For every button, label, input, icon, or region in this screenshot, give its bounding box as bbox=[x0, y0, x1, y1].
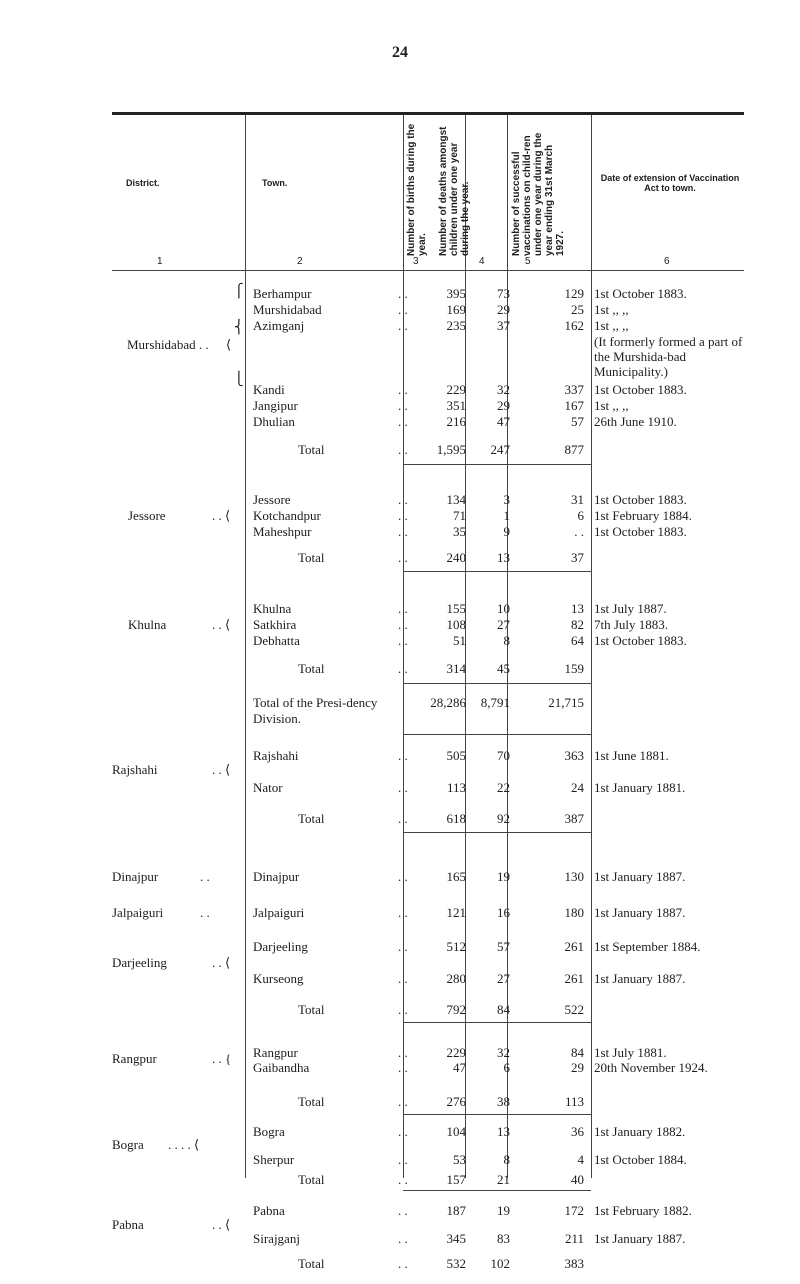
births-cell: 121 bbox=[446, 905, 466, 920]
leader-dots: . . bbox=[398, 1256, 408, 1271]
deaths-cell: 70 bbox=[497, 748, 510, 763]
births-cell: 47 bbox=[453, 1060, 466, 1075]
births-cell: 165 bbox=[446, 869, 466, 884]
leader-dots: . . bbox=[398, 811, 408, 826]
district-cell: Rajshahi bbox=[112, 762, 158, 777]
deaths-cell: 16 bbox=[497, 905, 510, 920]
vaccinations-cell: 180 bbox=[564, 905, 584, 920]
date-cell: 26th June 1910. bbox=[594, 414, 677, 429]
leader-dots: . . bbox=[398, 1172, 408, 1187]
leader-dots: . . ⟨ bbox=[212, 617, 231, 632]
vaccinations-cell: 57 bbox=[571, 414, 584, 429]
district-cell: Bogra bbox=[112, 1137, 144, 1152]
district-cell: Jessore bbox=[128, 508, 166, 523]
leader-dots: . . bbox=[398, 524, 408, 539]
vaccinations-cell: 337 bbox=[564, 382, 584, 397]
total-row bbox=[0, 1094, 800, 1110]
deaths-cell: 22 bbox=[497, 780, 510, 795]
leader-dots: . . . . ⟨ bbox=[168, 1137, 200, 1152]
header-deaths: Number of deaths amongst children under one year during the year. bbox=[438, 126, 471, 256]
deaths-cell: 247 bbox=[490, 442, 510, 457]
date-cell: 1st October 1883. bbox=[594, 524, 687, 539]
date-cell: 1st July 1881. bbox=[594, 1045, 667, 1060]
date-cell: 1st October 1884. bbox=[594, 1152, 687, 1167]
deaths-cell: 38 bbox=[497, 1094, 510, 1109]
total-label: Total bbox=[298, 1094, 325, 1109]
leader-dots: . . ⟨ bbox=[212, 1217, 231, 1232]
town-cell: Dhulian bbox=[253, 414, 295, 429]
town-cell: Sherpur bbox=[253, 1152, 295, 1167]
births-cell: 28,286 bbox=[430, 695, 466, 710]
table-row bbox=[0, 286, 800, 302]
table-row bbox=[0, 1231, 800, 1247]
births-cell: 280 bbox=[446, 971, 466, 986]
births-cell: 71 bbox=[453, 508, 466, 523]
leader-dots: . . bbox=[200, 905, 210, 920]
table-row bbox=[0, 318, 800, 334]
table-row bbox=[0, 1045, 800, 1066]
leader-dots: . . { bbox=[212, 1051, 232, 1066]
district-cell: Khulna bbox=[128, 617, 167, 632]
table-top-rule bbox=[112, 112, 744, 115]
page-number: 24 bbox=[392, 44, 408, 61]
leader-dots: . . bbox=[398, 1045, 408, 1060]
leader-dots: . . bbox=[398, 1094, 408, 1109]
brace-point: ⟨ bbox=[226, 337, 232, 352]
group-rule bbox=[403, 571, 591, 572]
town-cell: Azimganj bbox=[253, 318, 305, 333]
table-row bbox=[0, 1060, 800, 1076]
births-cell: 35 bbox=[453, 524, 466, 539]
table-row bbox=[0, 617, 800, 633]
deaths-cell: 19 bbox=[497, 869, 510, 884]
town-cell: Khulna bbox=[253, 601, 292, 616]
deaths-cell: 27 bbox=[497, 971, 510, 986]
deaths-cell: 27 bbox=[497, 617, 510, 632]
births-cell: 53 bbox=[453, 1152, 466, 1167]
births-cell: 235 bbox=[446, 318, 466, 333]
leader-dots: . . bbox=[398, 1060, 408, 1075]
births-cell: 157 bbox=[446, 1172, 466, 1187]
births-cell: 229 bbox=[446, 1045, 466, 1060]
col-number-6: 6 bbox=[664, 256, 670, 267]
table-row bbox=[0, 414, 800, 430]
date-cell: 1st October 1883. bbox=[594, 286, 687, 301]
vaccinations-cell: 6 bbox=[577, 508, 584, 523]
leader-dots: . . bbox=[398, 939, 408, 954]
total-label: Total bbox=[298, 1256, 325, 1271]
vaccinations-cell: 129 bbox=[564, 286, 584, 301]
date-cell: 1st January 1887. bbox=[594, 971, 686, 986]
vaccinations-cell: 383 bbox=[564, 1256, 584, 1271]
leader-dots: . . bbox=[200, 869, 210, 884]
births-cell: 512 bbox=[446, 939, 466, 954]
deaths-cell: 8 bbox=[503, 633, 510, 648]
leader-dots: . . bbox=[398, 1203, 408, 1218]
total-label: Total bbox=[298, 550, 325, 565]
date-cell: 1st January 1887. bbox=[594, 869, 686, 884]
leader-dots: . . bbox=[398, 869, 408, 884]
group-brace: ⎧ bbox=[234, 283, 244, 298]
group-brace: ⎨ bbox=[234, 319, 244, 334]
total-row bbox=[0, 1002, 800, 1018]
deaths-cell: 73 bbox=[497, 286, 510, 301]
deaths-cell: 92 bbox=[497, 811, 510, 826]
vaccinations-cell: 64 bbox=[571, 633, 584, 648]
table-row bbox=[0, 1137, 800, 1153]
town-cell: Kandi bbox=[253, 382, 285, 397]
leader-dots: . . bbox=[398, 1124, 408, 1139]
deaths-cell: 102 bbox=[490, 1256, 510, 1271]
vaccinations-cell: 29 bbox=[571, 1060, 584, 1075]
date-cell: 1st October 1883. bbox=[594, 633, 687, 648]
births-cell: 1,595 bbox=[436, 442, 466, 457]
deaths-cell: 32 bbox=[497, 382, 510, 397]
col-number-5: 5 bbox=[525, 256, 531, 267]
date-cell: 1st ,, ,, bbox=[594, 318, 629, 333]
births-cell: 505 bbox=[446, 748, 466, 763]
leader-dots: . . bbox=[398, 508, 408, 523]
date-cell: 1st January 1882. bbox=[594, 1124, 686, 1139]
date-cell: 1st ,, ,, bbox=[594, 302, 629, 317]
deaths-cell: 1 bbox=[503, 508, 510, 523]
date-cell: 1st September 1884. bbox=[594, 939, 701, 954]
town-cell: Berhampur bbox=[253, 286, 312, 301]
col-number-1: 1 bbox=[157, 256, 163, 267]
births-cell: 169 bbox=[446, 302, 466, 317]
town-cell: Murshidabad bbox=[253, 302, 322, 317]
births-cell: 113 bbox=[446, 780, 466, 795]
total-row bbox=[0, 695, 800, 711]
leader-dots: . . bbox=[398, 1002, 408, 1017]
births-cell: 618 bbox=[446, 811, 466, 826]
district-cell: Murshidabad . . bbox=[127, 337, 209, 352]
vaccinations-cell: 36 bbox=[571, 1124, 584, 1139]
town-cell: Maheshpur bbox=[253, 524, 312, 539]
group-rule bbox=[403, 1190, 591, 1191]
table-row bbox=[0, 382, 800, 398]
town-cell: Rajshahi bbox=[253, 748, 299, 763]
district-cell: Darjeeling bbox=[112, 955, 167, 970]
date-cell: 1st January 1881. bbox=[594, 780, 686, 795]
vaccinations-cell: 84 bbox=[571, 1045, 584, 1060]
date-cell: 7th July 1883. bbox=[594, 617, 669, 632]
leader-dots: . . ⟨ bbox=[212, 508, 231, 523]
total-row bbox=[0, 550, 800, 566]
deaths-cell: 37 bbox=[497, 318, 510, 333]
date-cell: 20th November 1924. bbox=[594, 1060, 708, 1075]
births-cell: 104 bbox=[446, 1124, 466, 1139]
deaths-cell: 83 bbox=[497, 1231, 510, 1246]
town-cell: Kotchandpur bbox=[253, 508, 321, 523]
vaccinations-cell: 172 bbox=[564, 1203, 584, 1218]
leader-dots: . . bbox=[398, 1152, 408, 1167]
town-cell: Darjeeling bbox=[253, 939, 308, 954]
deaths-cell: 32 bbox=[497, 1045, 510, 1060]
births-cell: 216 bbox=[446, 414, 466, 429]
births-cell: 134 bbox=[446, 492, 466, 507]
date-cell: 1st July 1887. bbox=[594, 601, 667, 616]
leader-dots: . . bbox=[398, 382, 408, 397]
header-town: Town. bbox=[262, 178, 288, 188]
total-row bbox=[0, 1172, 800, 1188]
leader-dots: . . bbox=[398, 492, 408, 507]
leader-dots: . . bbox=[398, 318, 408, 333]
table-row bbox=[0, 955, 800, 971]
deaths-cell: 21 bbox=[497, 1172, 510, 1187]
header-extension: Date of extension of Vaccination Act to town. bbox=[600, 173, 740, 193]
births-cell: 51 bbox=[453, 633, 466, 648]
district-cell: Dinajpur bbox=[112, 869, 159, 884]
births-cell: 345 bbox=[446, 1231, 466, 1246]
vaccinations-cell: 159 bbox=[564, 661, 584, 676]
town-cell: Rangpur bbox=[253, 1045, 298, 1060]
total-label: Total bbox=[298, 811, 325, 826]
leader-dots: . . bbox=[398, 661, 408, 676]
deaths-cell: 45 bbox=[497, 661, 510, 676]
leader-dots: . . bbox=[398, 442, 408, 457]
births-cell: 314 bbox=[446, 661, 466, 676]
leader-dots: . . bbox=[398, 1231, 408, 1246]
vaccinations-cell: 877 bbox=[564, 442, 584, 457]
table-row bbox=[0, 971, 800, 987]
deaths-cell: 8 bbox=[503, 1152, 510, 1167]
header-vaccinations: Number of successful vaccinations on child-ren under one year during the year ending 31st March 1927. bbox=[511, 132, 566, 256]
births-cell: 155 bbox=[446, 601, 466, 616]
division-total-label: Total of the Presi-dency Division. bbox=[253, 695, 378, 726]
table-row bbox=[0, 869, 800, 885]
births-cell: 532 bbox=[446, 1256, 466, 1271]
vaccinations-cell: 25 bbox=[571, 302, 584, 317]
district-cell: Jalpaiguri bbox=[112, 905, 164, 920]
births-cell: 792 bbox=[446, 1002, 466, 1017]
deaths-cell: 57 bbox=[497, 939, 510, 954]
deaths-cell: 9 bbox=[503, 524, 510, 539]
deaths-cell: 29 bbox=[497, 398, 510, 413]
date-cell: 1st January 1887. bbox=[594, 905, 686, 920]
table-row bbox=[0, 780, 800, 796]
table-row bbox=[0, 939, 800, 955]
deaths-cell: 8,791 bbox=[480, 695, 510, 710]
header-rule bbox=[112, 270, 744, 271]
town-cell: Nator bbox=[253, 780, 283, 795]
leader-dots: . . bbox=[398, 633, 408, 648]
total-label: Total bbox=[298, 1002, 325, 1017]
deaths-cell: 13 bbox=[497, 1124, 510, 1139]
date-cell: 1st October 1883. bbox=[594, 382, 687, 397]
total-label: Total bbox=[298, 1172, 325, 1187]
group-rule bbox=[403, 683, 591, 684]
deaths-cell: 13 bbox=[497, 550, 510, 565]
leader-dots: . . bbox=[398, 971, 408, 986]
header-births: Number of births during the year. bbox=[406, 123, 428, 256]
leader-dots: . . bbox=[398, 617, 408, 632]
births-cell: 240 bbox=[446, 550, 466, 565]
vaccinations-cell: 21,715 bbox=[548, 695, 584, 710]
births-cell: 187 bbox=[446, 1203, 466, 1218]
table-row bbox=[0, 601, 800, 617]
table-row bbox=[0, 302, 800, 318]
date-cell: 1st June 1881. bbox=[594, 748, 669, 763]
vaccinations-cell: 31 bbox=[571, 492, 584, 507]
town-cell: Bogra bbox=[253, 1124, 285, 1139]
vaccinations-cell: 387 bbox=[564, 811, 584, 826]
table-row bbox=[0, 398, 800, 414]
town-cell: Jalpaiguri bbox=[253, 905, 305, 920]
table-row bbox=[0, 1152, 800, 1168]
vaccinations-cell: 261 bbox=[564, 971, 584, 986]
date-note: (It formerly formed a part of the Murshida-bad Municipality.) bbox=[594, 334, 743, 379]
leader-dots: . . bbox=[398, 398, 408, 413]
town-cell: Jessore bbox=[253, 492, 291, 507]
district-cell: Rangpur bbox=[112, 1051, 157, 1066]
vaccinations-cell: 363 bbox=[564, 748, 584, 763]
total-row bbox=[0, 661, 800, 677]
leader-dots: . . bbox=[398, 414, 408, 429]
table-row bbox=[0, 762, 800, 778]
total-row bbox=[0, 1256, 800, 1272]
date-cell: 1st October 1883. bbox=[594, 492, 687, 507]
total-row bbox=[0, 442, 800, 458]
deaths-cell: 19 bbox=[497, 1203, 510, 1218]
leader-dots: . . bbox=[398, 550, 408, 565]
table-row bbox=[0, 508, 800, 524]
leader-dots: . . bbox=[398, 286, 408, 301]
vaccinations-cell: 13 bbox=[571, 601, 584, 616]
leader-dots: . . ⟨ bbox=[212, 762, 231, 777]
vaccinations-cell: 40 bbox=[571, 1172, 584, 1187]
vaccinations-cell: 113 bbox=[564, 1094, 584, 1109]
town-cell: Pabna bbox=[253, 1203, 285, 1218]
births-cell: 229 bbox=[446, 382, 466, 397]
town-cell: Kurseong bbox=[253, 971, 304, 986]
births-cell: 108 bbox=[446, 617, 466, 632]
col-number-2: 2 bbox=[297, 256, 303, 267]
town-cell: Dinajpur bbox=[253, 869, 300, 884]
group-rule bbox=[403, 1114, 591, 1115]
vaccinations-cell: 130 bbox=[564, 869, 584, 884]
district-cell: Pabna bbox=[112, 1217, 144, 1232]
group-brace: ⎩ bbox=[234, 371, 244, 386]
births-cell: 351 bbox=[446, 398, 466, 413]
deaths-cell: 3 bbox=[503, 492, 510, 507]
table-row bbox=[0, 633, 800, 649]
births-cell: 395 bbox=[446, 286, 466, 301]
date-cell: 1st February 1884. bbox=[594, 508, 692, 523]
col-number-4: 4 bbox=[479, 256, 485, 267]
town-cell: Satkhira bbox=[253, 617, 297, 632]
deaths-cell: 84 bbox=[497, 1002, 510, 1017]
town-cell: Jangipur bbox=[253, 398, 298, 413]
date-cell: 1st February 1882. bbox=[594, 1203, 692, 1218]
col-number-3: 3 bbox=[413, 256, 419, 267]
total-row bbox=[0, 811, 800, 827]
vaccinations-cell: 4 bbox=[577, 1152, 584, 1167]
group-rule bbox=[403, 464, 591, 465]
vaccinations-cell: 162 bbox=[564, 318, 584, 333]
vaccinations-cell: 261 bbox=[564, 939, 584, 954]
date-cell: 1st January 1887. bbox=[594, 1231, 686, 1246]
leader-dots: . . bbox=[398, 748, 408, 763]
leader-dots: . . bbox=[398, 780, 408, 795]
vaccinations-cell: 37 bbox=[571, 550, 584, 565]
vaccinations-cell: 167 bbox=[564, 398, 584, 413]
deaths-cell: 10 bbox=[497, 601, 510, 616]
date-cell: 1st ,, ,, bbox=[594, 398, 629, 413]
vaccinations-cell: 522 bbox=[564, 1002, 584, 1017]
deaths-cell: 47 bbox=[497, 414, 510, 429]
town-cell: Debhatta bbox=[253, 633, 300, 648]
births-cell: 276 bbox=[446, 1094, 466, 1109]
deaths-cell: 6 bbox=[503, 1060, 510, 1075]
vaccinations-cell: . . bbox=[574, 524, 584, 539]
total-label: Total bbox=[298, 442, 325, 457]
leader-dots: . . ⟨ bbox=[212, 955, 231, 970]
vaccinations-cell: 82 bbox=[571, 617, 584, 632]
vaccinations-cell: 211 bbox=[564, 1231, 584, 1246]
table-row bbox=[0, 492, 800, 508]
total-label: Total bbox=[298, 661, 325, 676]
group-rule bbox=[403, 1022, 591, 1023]
deaths-cell: 29 bbox=[497, 302, 510, 317]
leader-dots: . . bbox=[398, 601, 408, 616]
town-cell: Gaibandha bbox=[253, 1060, 310, 1075]
table-row bbox=[0, 524, 800, 540]
town-cell: Sirajganj bbox=[253, 1231, 300, 1246]
group-rule bbox=[403, 832, 591, 833]
header-district: District. bbox=[126, 178, 160, 188]
leader-dots: . . bbox=[398, 302, 408, 317]
group-rule bbox=[403, 734, 591, 735]
table-row bbox=[0, 905, 800, 921]
leader-dots: . . bbox=[398, 905, 408, 920]
vaccinations-cell: 24 bbox=[571, 780, 584, 795]
